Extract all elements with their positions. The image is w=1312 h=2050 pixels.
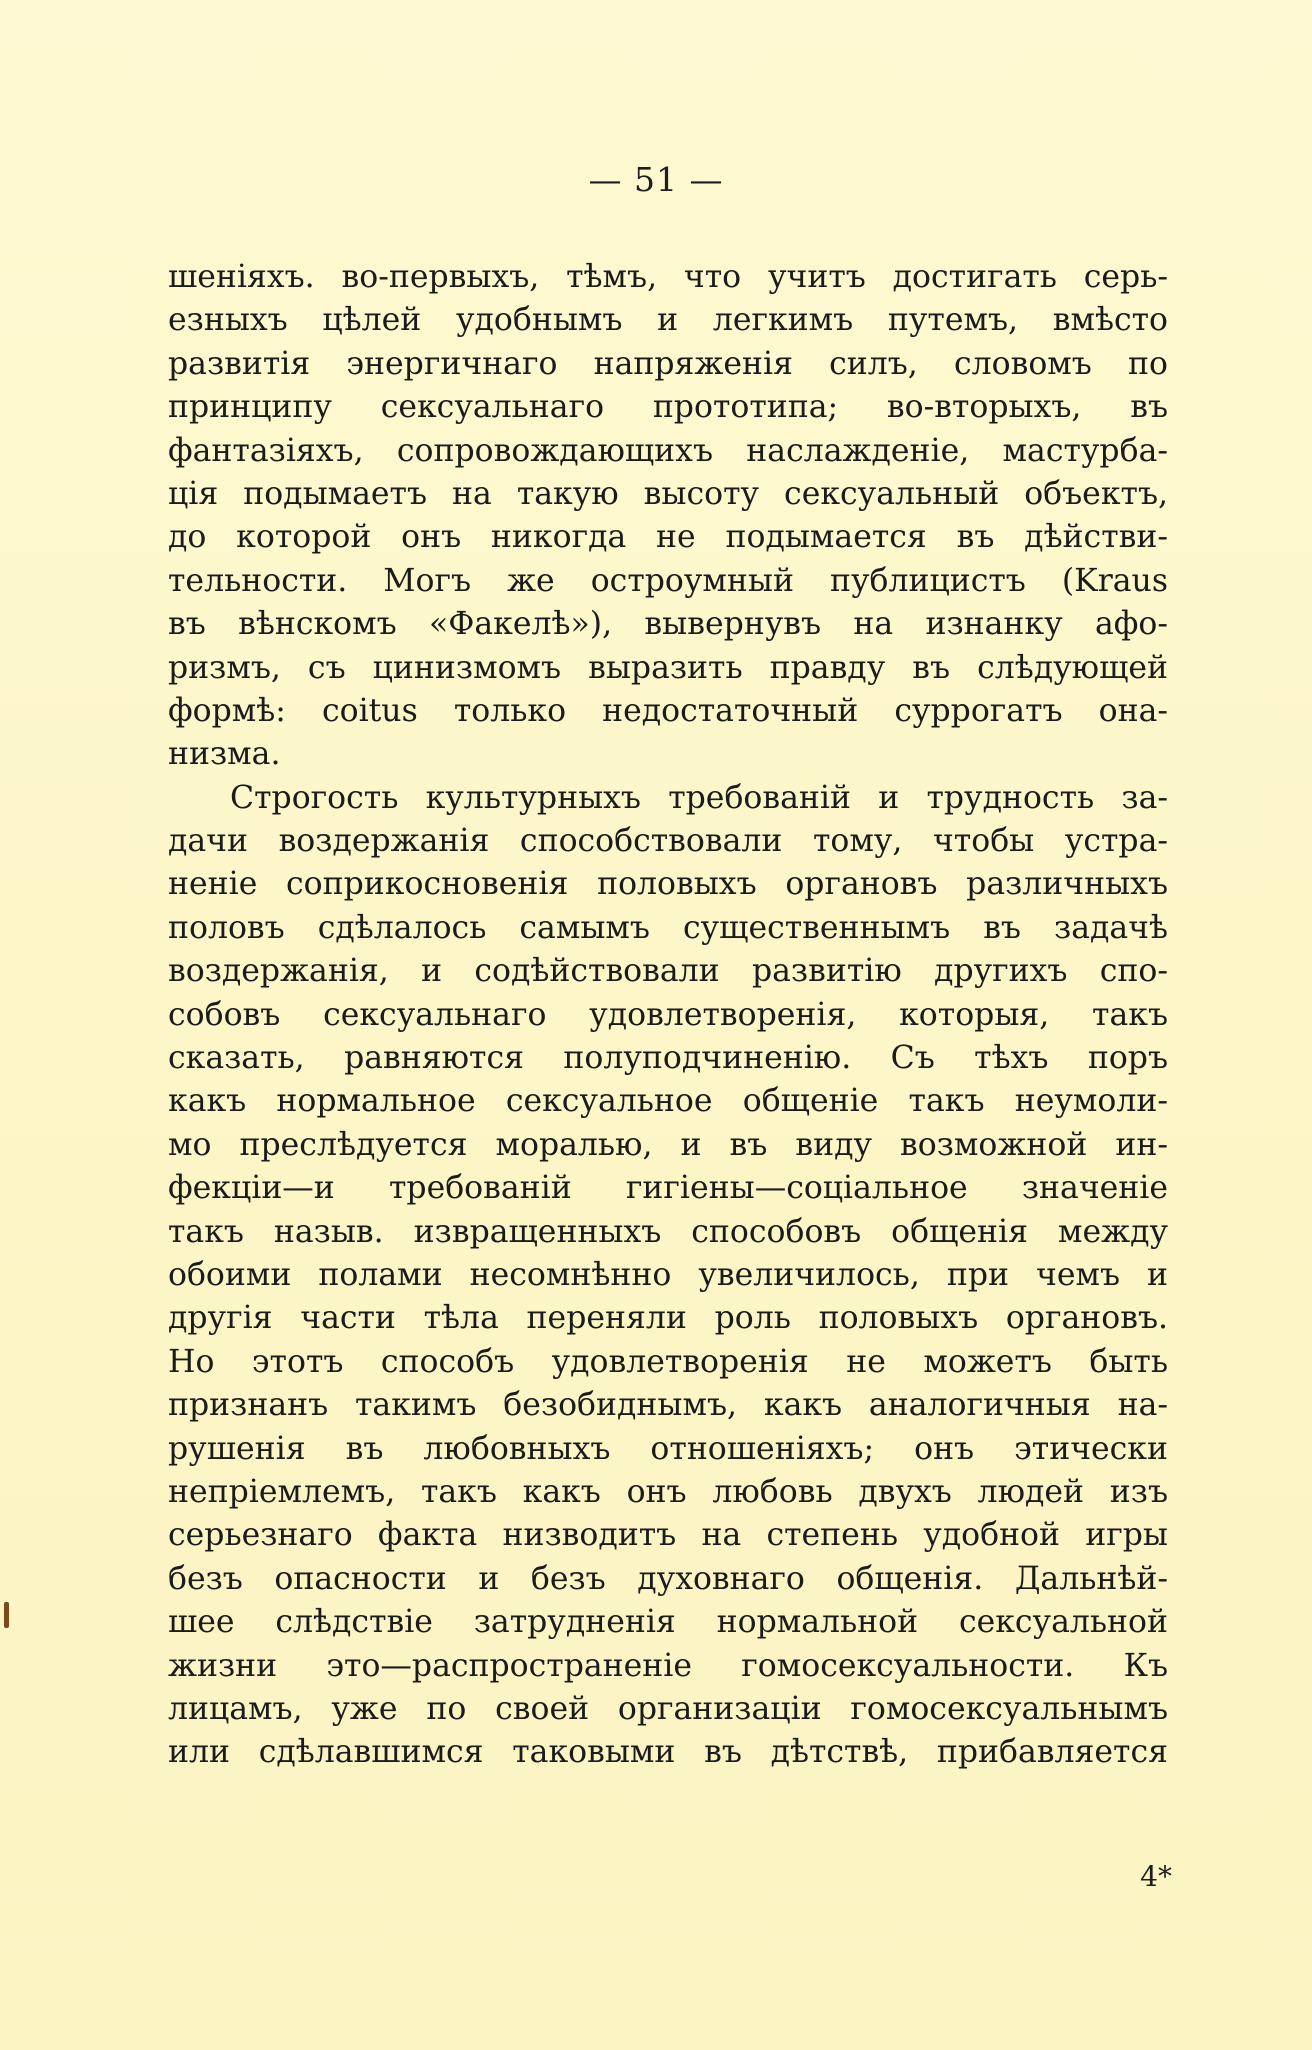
text-line: неніе соприкосновенія половыхъ органовъ различныхъ <box>168 866 1168 903</box>
text-line: шеніяхъ. во-первыхъ, тѣмъ, что учитъ достигать серь- <box>168 259 1168 295</box>
text-line: Но этотъ способъ удовлетворенія не можетъ быть <box>168 1343 1168 1380</box>
text-line: обоими полами несомнѣнно увеличилось, при чемъ и <box>168 1256 1168 1293</box>
text-line: въ вѣнскомъ «Факелѣ»), вывернувъ на изнанку афо- <box>168 606 1168 643</box>
text-line: ризмъ, съ цинизмомъ выразить правду въ слѣдующей <box>168 649 1168 686</box>
text-line: фекціи—и требованій гигіены—соціальное значеніе <box>168 1170 1168 1207</box>
text-line: до которой онъ никогда не подымается въ дѣйстви- <box>168 519 1168 556</box>
text-line: низма. <box>168 736 281 773</box>
text-line: езныхъ цѣлей удобнымъ и легкимъ путемъ, вмѣсто <box>168 302 1168 339</box>
text-line: какъ нормальное сексуальное общеніе такъ неумоли- <box>168 1083 1168 1120</box>
text-line: другія части тѣла переняли роль половыхъ органовъ. <box>168 1300 1168 1337</box>
text-line: принципу сексуальнаго прототипа; во-вторыхъ, въ <box>168 389 1168 426</box>
text-line: рушенія въ любовныхъ отношеніяхъ; онъ этически <box>168 1430 1168 1467</box>
text-line: собовъ сексуальнаго удовлетворенія, которыя, такъ <box>168 996 1168 1033</box>
signature-mark: 4* <box>1140 1860 1172 1893</box>
text-line: половъ сдѣлалось самымъ существеннымъ въ задачѣ <box>168 909 1168 946</box>
text-line: безъ опасности и безъ духовнаго общенія. Дальнѣй- <box>168 1560 1168 1597</box>
text-line: тельности. Могъ же остроумный публицистъ (Kraus <box>168 562 1168 599</box>
text-line: шее слѣдствіе затрудненія нормальной сексуальной <box>168 1604 1168 1641</box>
text-line: мо преслѣдуется моралью, и въ виду возможной ин- <box>168 1126 1168 1163</box>
text-line: жизни это—распространеніе гомосексуальности. Къ <box>168 1647 1168 1684</box>
text-line: дачи воздержанія способствовали тому, чтобы устра- <box>168 823 1168 860</box>
text-line: сказать, равняются полуподчиненію. Съ тѣхъ поръ <box>168 1040 1168 1077</box>
text-line: ція подымаетъ на такую высоту сексуальный объектъ, <box>168 475 1168 512</box>
text-line: такъ назыв. извращенныхъ способовъ общенія между <box>168 1213 1168 1250</box>
text-line: признанъ такимъ безобиднымъ, какъ аналогичныя на- <box>168 1387 1168 1424</box>
text-line: формѣ: coitus только недостаточный суррогатъ она- <box>168 692 1168 729</box>
page-edge-mark <box>4 1602 9 1628</box>
text-line: серьезнаго факта низводитъ на степень удобной игры <box>168 1517 1168 1554</box>
text-line: воздержанія, и содѣйствовали развитію другихъ спо- <box>168 953 1168 990</box>
text-line: развитія энергичнаго напряженія силъ, словомъ по <box>168 345 1168 382</box>
body-text <box>168 256 1168 1775</box>
text-line: Строгость культурныхъ требованій и трудность за- <box>230 779 1168 816</box>
text-line: непріемлемъ, такъ какъ онъ любовь двухъ людей изъ <box>168 1473 1168 1510</box>
page-number: — 51 — <box>588 160 724 199</box>
text-line: или сдѣлавшимся таковыми въ дѣтствѣ, прибавляется <box>168 1734 1168 1771</box>
text-line: лицамъ, уже по своей организаціи гомосексуальнымъ <box>168 1690 1168 1727</box>
text-line: фантазіяхъ, сопровождающихъ наслажденіе, мастурба- <box>168 432 1168 469</box>
